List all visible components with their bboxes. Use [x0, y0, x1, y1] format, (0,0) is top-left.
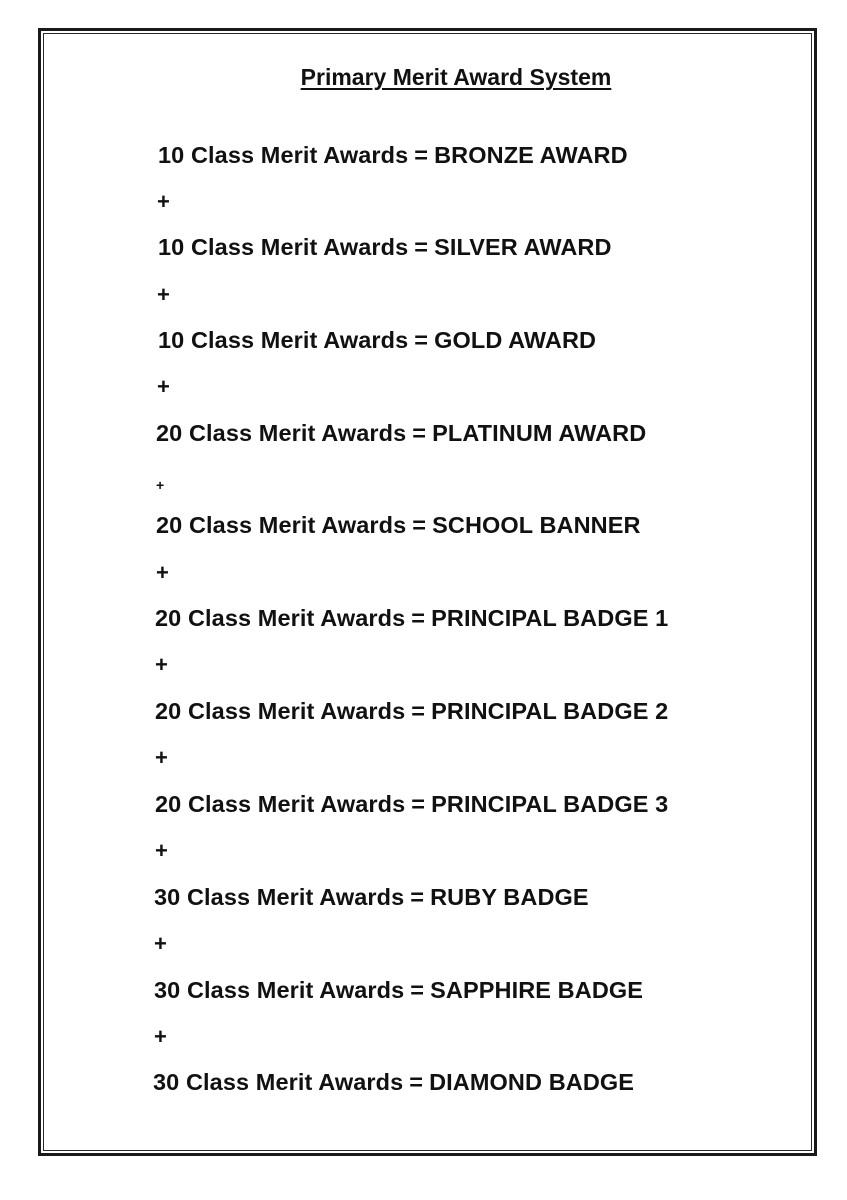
merit-count: 20 Class Merit Awards — [155, 605, 406, 631]
award-tier-row — [153, 1069, 634, 1096]
plus-separator: + — [155, 745, 168, 770]
equals-sign: = — [411, 791, 426, 817]
award-tier-row — [158, 142, 628, 169]
award-name: PRINCIPAL BADGE 2 — [431, 698, 669, 724]
plus-separator: + — [157, 282, 170, 307]
equals-sign: = — [412, 420, 427, 446]
award-tier-row — [156, 420, 646, 447]
award-name: PRINCIPAL BADGE 3 — [431, 791, 669, 817]
award-name: DIAMOND BADGE — [429, 1069, 635, 1095]
equals-sign: = — [414, 142, 429, 168]
merit-count: 10 Class Merit Awards — [158, 142, 409, 168]
merit-count: 30 Class Merit Awards — [154, 977, 405, 1003]
award-tier-row — [154, 977, 643, 1004]
plus-separator: + — [157, 189, 170, 214]
award-name: RUBY BADGE — [430, 884, 589, 910]
equals-sign: = — [410, 884, 425, 910]
equals-sign: = — [411, 605, 426, 631]
award-name: SILVER AWARD — [434, 234, 612, 260]
equals-sign: = — [410, 977, 425, 1003]
merit-count: 30 Class Merit Awards — [154, 884, 405, 910]
merit-count: 20 Class Merit Awards — [155, 698, 406, 724]
merit-count: 10 Class Merit Awards — [158, 234, 409, 260]
equals-sign: = — [412, 512, 427, 538]
award-name: BRONZE AWARD — [434, 142, 628, 168]
merit-count: 30 Class Merit Awards — [153, 1069, 404, 1095]
plus-separator: + — [154, 931, 167, 956]
merit-count: 10 Class Merit Awards — [158, 327, 409, 353]
plus-separator: + — [154, 1024, 167, 1049]
equals-sign: = — [409, 1069, 424, 1095]
award-tier-row — [158, 327, 596, 354]
merit-count: 20 Class Merit Awards — [155, 791, 406, 817]
plus-separator: + — [155, 838, 168, 863]
equals-sign: = — [411, 698, 426, 724]
merit-count: 20 Class Merit Awards — [156, 512, 407, 538]
equals-sign: = — [414, 327, 429, 353]
award-name: PLATINUM AWARD — [432, 420, 647, 446]
merit-count: 20 Class Merit Awards — [156, 420, 407, 446]
award-tier-row — [158, 234, 612, 261]
award-name: GOLD AWARD — [434, 327, 597, 353]
award-tier-row — [155, 605, 668, 632]
plus-separator: + — [156, 477, 165, 493]
award-name: SAPPHIRE BADGE — [430, 977, 644, 1003]
award-tier-row — [155, 698, 668, 725]
plus-separator: + — [155, 652, 168, 677]
page-title: Primary Merit Award System — [300, 64, 612, 90]
award-tier-row — [155, 791, 668, 818]
plus-separator: + — [156, 560, 169, 585]
award-name: SCHOOL BANNER — [432, 512, 641, 538]
plus-separator: + — [157, 374, 170, 399]
award-name: PRINCIPAL BADGE 1 — [431, 605, 669, 631]
award-tier-row — [156, 512, 641, 539]
equals-sign: = — [414, 234, 429, 260]
award-tier-row — [154, 884, 589, 911]
